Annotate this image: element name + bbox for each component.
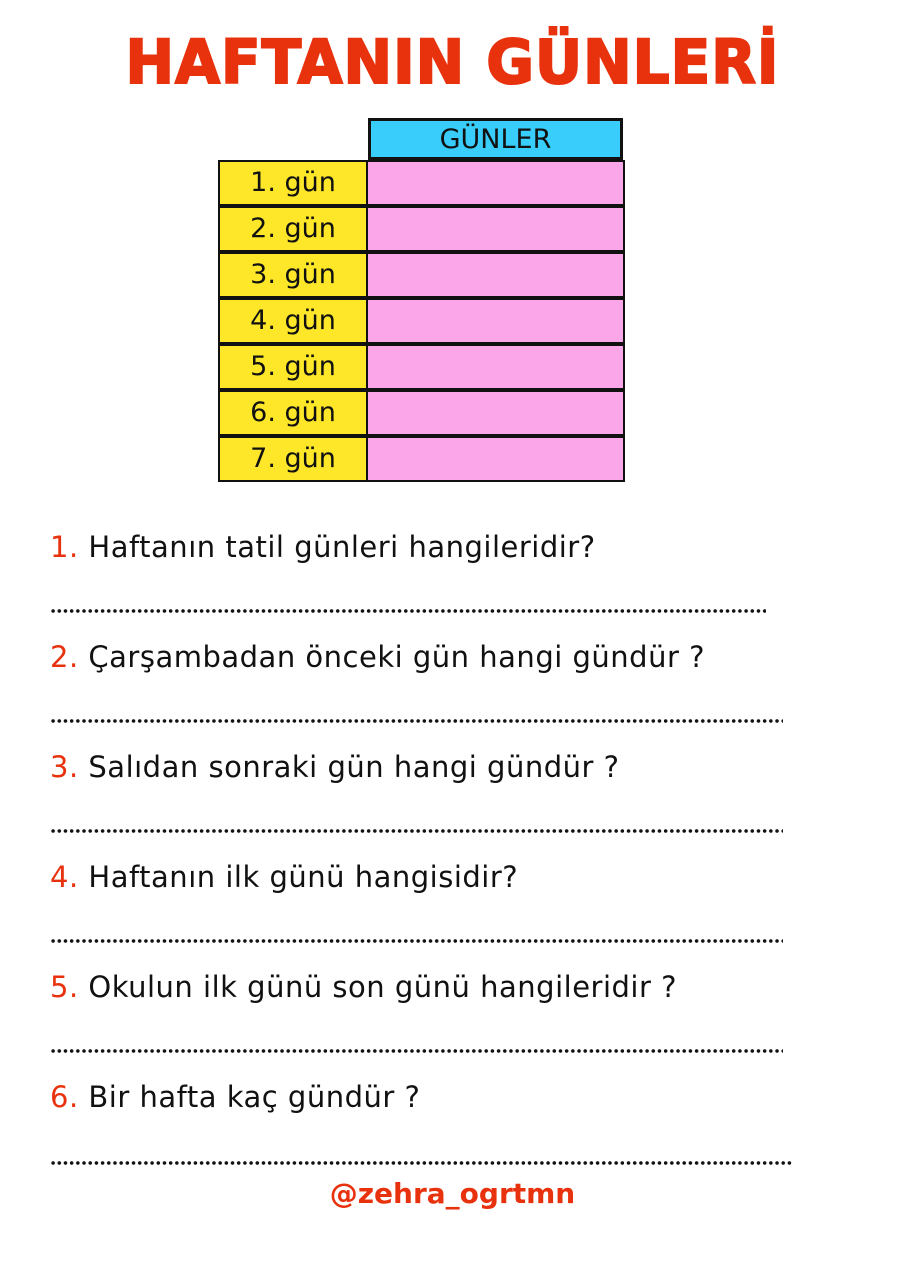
answer-line[interactable] (50, 828, 783, 834)
day-label: 6. gün (218, 390, 368, 436)
answer-cell[interactable] (368, 252, 625, 298)
question (50, 640, 705, 674)
table-row (218, 390, 625, 436)
question (50, 860, 518, 894)
question-text: Haftanın ilk günü hangisidir? (88, 860, 519, 894)
day-label: 4. gün (218, 298, 368, 344)
answer-line[interactable] (50, 718, 783, 724)
table-row (218, 344, 625, 390)
answer-line[interactable] (50, 608, 766, 614)
question-number: 4. (50, 860, 79, 894)
author-credit: @zehra_ogrtmn (329, 1177, 576, 1210)
question-text: Salıdan sonraki gün hangi gündür ? (88, 750, 620, 784)
question (50, 530, 596, 564)
question (50, 1080, 420, 1114)
question-number: 1. (50, 530, 79, 564)
question-text: Haftanın tatil günleri hangileridir? (88, 530, 596, 564)
day-label: 1. gün (218, 160, 368, 206)
table-row (218, 206, 625, 252)
answer-line[interactable] (50, 1160, 792, 1166)
answer-cell[interactable] (368, 298, 625, 344)
page-title: HAFTANIN GÜNLERİ (125, 26, 780, 98)
day-label: 7. gün (218, 436, 368, 482)
day-label: 3. gün (218, 252, 368, 298)
question (50, 970, 677, 1004)
question-text: Bir hafta kaç gündür ? (88, 1080, 421, 1114)
table-header-gunler: GÜNLER (368, 118, 623, 160)
question-number: 5. (50, 970, 79, 1004)
table-row (218, 160, 625, 206)
question-text: Çarşambadan önceki gün hangi gündür ? (88, 640, 705, 674)
day-label: 2. gün (218, 206, 368, 252)
answer-cell[interactable] (368, 344, 625, 390)
question (50, 750, 620, 784)
answer-line[interactable] (50, 938, 783, 944)
answer-cell[interactable] (368, 436, 625, 482)
answer-cell[interactable] (368, 206, 625, 252)
day-label: 5. gün (218, 344, 368, 390)
question-number: 2. (50, 640, 79, 674)
question-number: 3. (50, 750, 79, 784)
answer-line[interactable] (50, 1048, 783, 1054)
answer-cell[interactable] (368, 390, 625, 436)
table-row (218, 252, 625, 298)
table-row (218, 298, 625, 344)
question-text: Okulun ilk günü son günü hangileridir ? (88, 970, 678, 1004)
days-table (218, 160, 625, 482)
answer-cell[interactable] (368, 160, 625, 206)
table-row (218, 436, 625, 482)
question-number: 6. (50, 1080, 79, 1114)
